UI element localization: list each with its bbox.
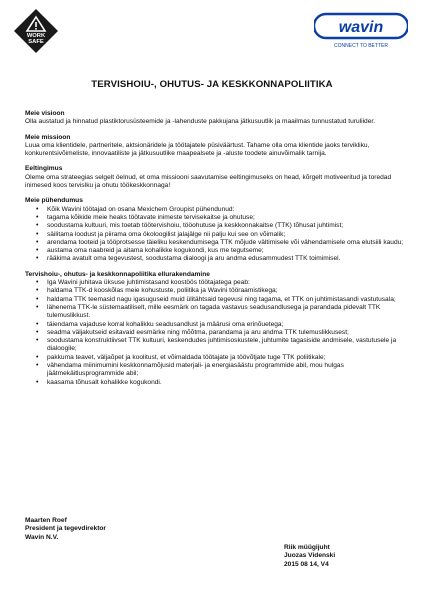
list-item: • täiendama vajaduse korral kohalikku seadusandlust ja määrusi oma erinõuetega; [47,321,410,329]
wavin-wordmark: wavin [338,19,384,36]
signatory-name: Maarten Roef [25,517,67,524]
list-item: • vähendama miinimumini keskkonnamõjusid materjali- ja energiasäästu programmide abil, mou hulgas jäätmekäitlusprogrammide abil; [47,362,410,379]
commitments-section [25,197,410,263]
list-item: • pakkuma teavet, väljaõpet ja koolitust, et võimaldada töötajate ja töövõtjate tuge TTK poliitikale; [47,354,410,362]
list-item: • austama oma naabreid ja aitama kohalikke kogukondi, kus me tegutseme; [47,247,410,255]
signature-right [284,544,335,569]
document-body [25,110,410,393]
signatory-role: Riik müügijuht [284,544,330,551]
list-item: • soodustama kultuuri, mis toetab töötervishoiu, tööohutuse ja keskkonnakaitse (TTK) tõhusat juhtimist; [47,222,410,230]
list-item: • haldama TTK teemasid nagu igasuguseid muid ülitähtsaid tegevusi ning tagama, et TTK on juhtimistasandi vastutusala; [47,296,410,304]
document-title: TERVISHOIU-, OHUTUS- JA KESKKONNAPOLIITIKA [91,79,333,90]
mission-text: Luua oma klientidele, partneritele, aktsionäridele ja töötajatele püsiväärtust. Tahame olla oma klientide jaoks tervikliku, konkurentsivõimeliste, innovaatiliste ja jätkusuutlike maapealsete ja -aluste toodete ainuvõimalik tarnija. [25,141,370,158]
implementation-section [25,271,410,387]
list-item: • soodustama konstruktiivset TTK kultuuri, keskendudes juhtimisoskustele, juhtumite tagasiside andmisele, vastutusele ja dialoogile; [47,337,410,354]
list-item: • haldama TTK-d kooskõlas meie kohustuste, poliitika ja Wavini tööraamistikega; [47,287,410,295]
signature-left [25,517,106,542]
implementation-heading: Tervishoiu-, ohutus- ja keskkonnapoliitika ellurakendamine [25,270,210,278]
commitments-list [25,206,410,264]
ambition-heading: Eeltingimus [25,165,63,173]
commitments-heading: Meie pühendumus [25,197,83,205]
signatory-role: President ja tegevdirektor [25,525,106,533]
list-item: • arendama tooteid ja tööprotsesse täieliku keskendumisega TTK mõjude vältimisele või vähendamisele oma elutsiili kaudu; [47,239,410,247]
list-item: • Kõik Wavini töötajad on osana Mexichem Groupist pühendunud: [47,206,410,214]
work-safe-text-1: WORK [26,33,46,39]
list-item: • Iga Wavini juhitava üksuse juhtimistasand koostöös töötajatega peab: [47,279,410,287]
work-safe-text-2: SAFE [28,39,44,45]
mission-section [25,134,410,159]
implementation-list [25,279,410,387]
wavin-logo [314,10,408,50]
vision-section [25,110,410,127]
list-item: • seadma väljakutseid esitavaid eesmärke ning mõõtma, parandama ja aru andma TTK tulemuslikkusest; [47,329,410,337]
signatory-name: Juozas Videnski [284,552,336,560]
list-item: • rääkima avatult oma tegevustest, soodustama dialoogi ja aru andma edusammudest TTK toimimisel. [47,255,410,263]
document-date-version: 2015 08 14, V4 [284,560,329,568]
wavin-tagline: CONNECT TO BETTER [334,43,388,49]
ambition-section [25,165,410,190]
list-item: • kaasama tõhusalt kohalikke kogukondi. [47,379,410,387]
signatory-company: Wavin N.V. [25,533,59,541]
ambition-text: Oleme oma strateegias selgelt öelnud, et oma missiooni saavutamise eeltingimuseks on head, kõrgelt motiveeritud ja toredad inimesed koos tervislku ja ohutu töökeskkonnaga! [25,173,392,190]
work-safe-logo [13,8,59,54]
list-item: • tagama kõikide meie heaks töötavate inimeste tervisekaitse ja ohutuse; [47,214,410,222]
list-item: • säilitama loodust ja piirama oma ökoloogilist jalajälge nii palju kui see on võimalik; [47,231,410,239]
mission-heading: Meie missioon [25,133,71,141]
vision-text: Olla austatud ja hinnatud plastiktorusüsteemide ja -lahenduste pakkujana jätkusuutlik ja maailmas tunnustatud turuliider. [25,118,376,126]
list-item: • lähenema TTK-le süstemaatiliselt, mille eesmärk on tagada vastavus seadusandlusega ja parandada pidevalt TTK tulemuslikkust. [47,304,410,321]
vision-heading: Meie visioon [25,110,65,117]
